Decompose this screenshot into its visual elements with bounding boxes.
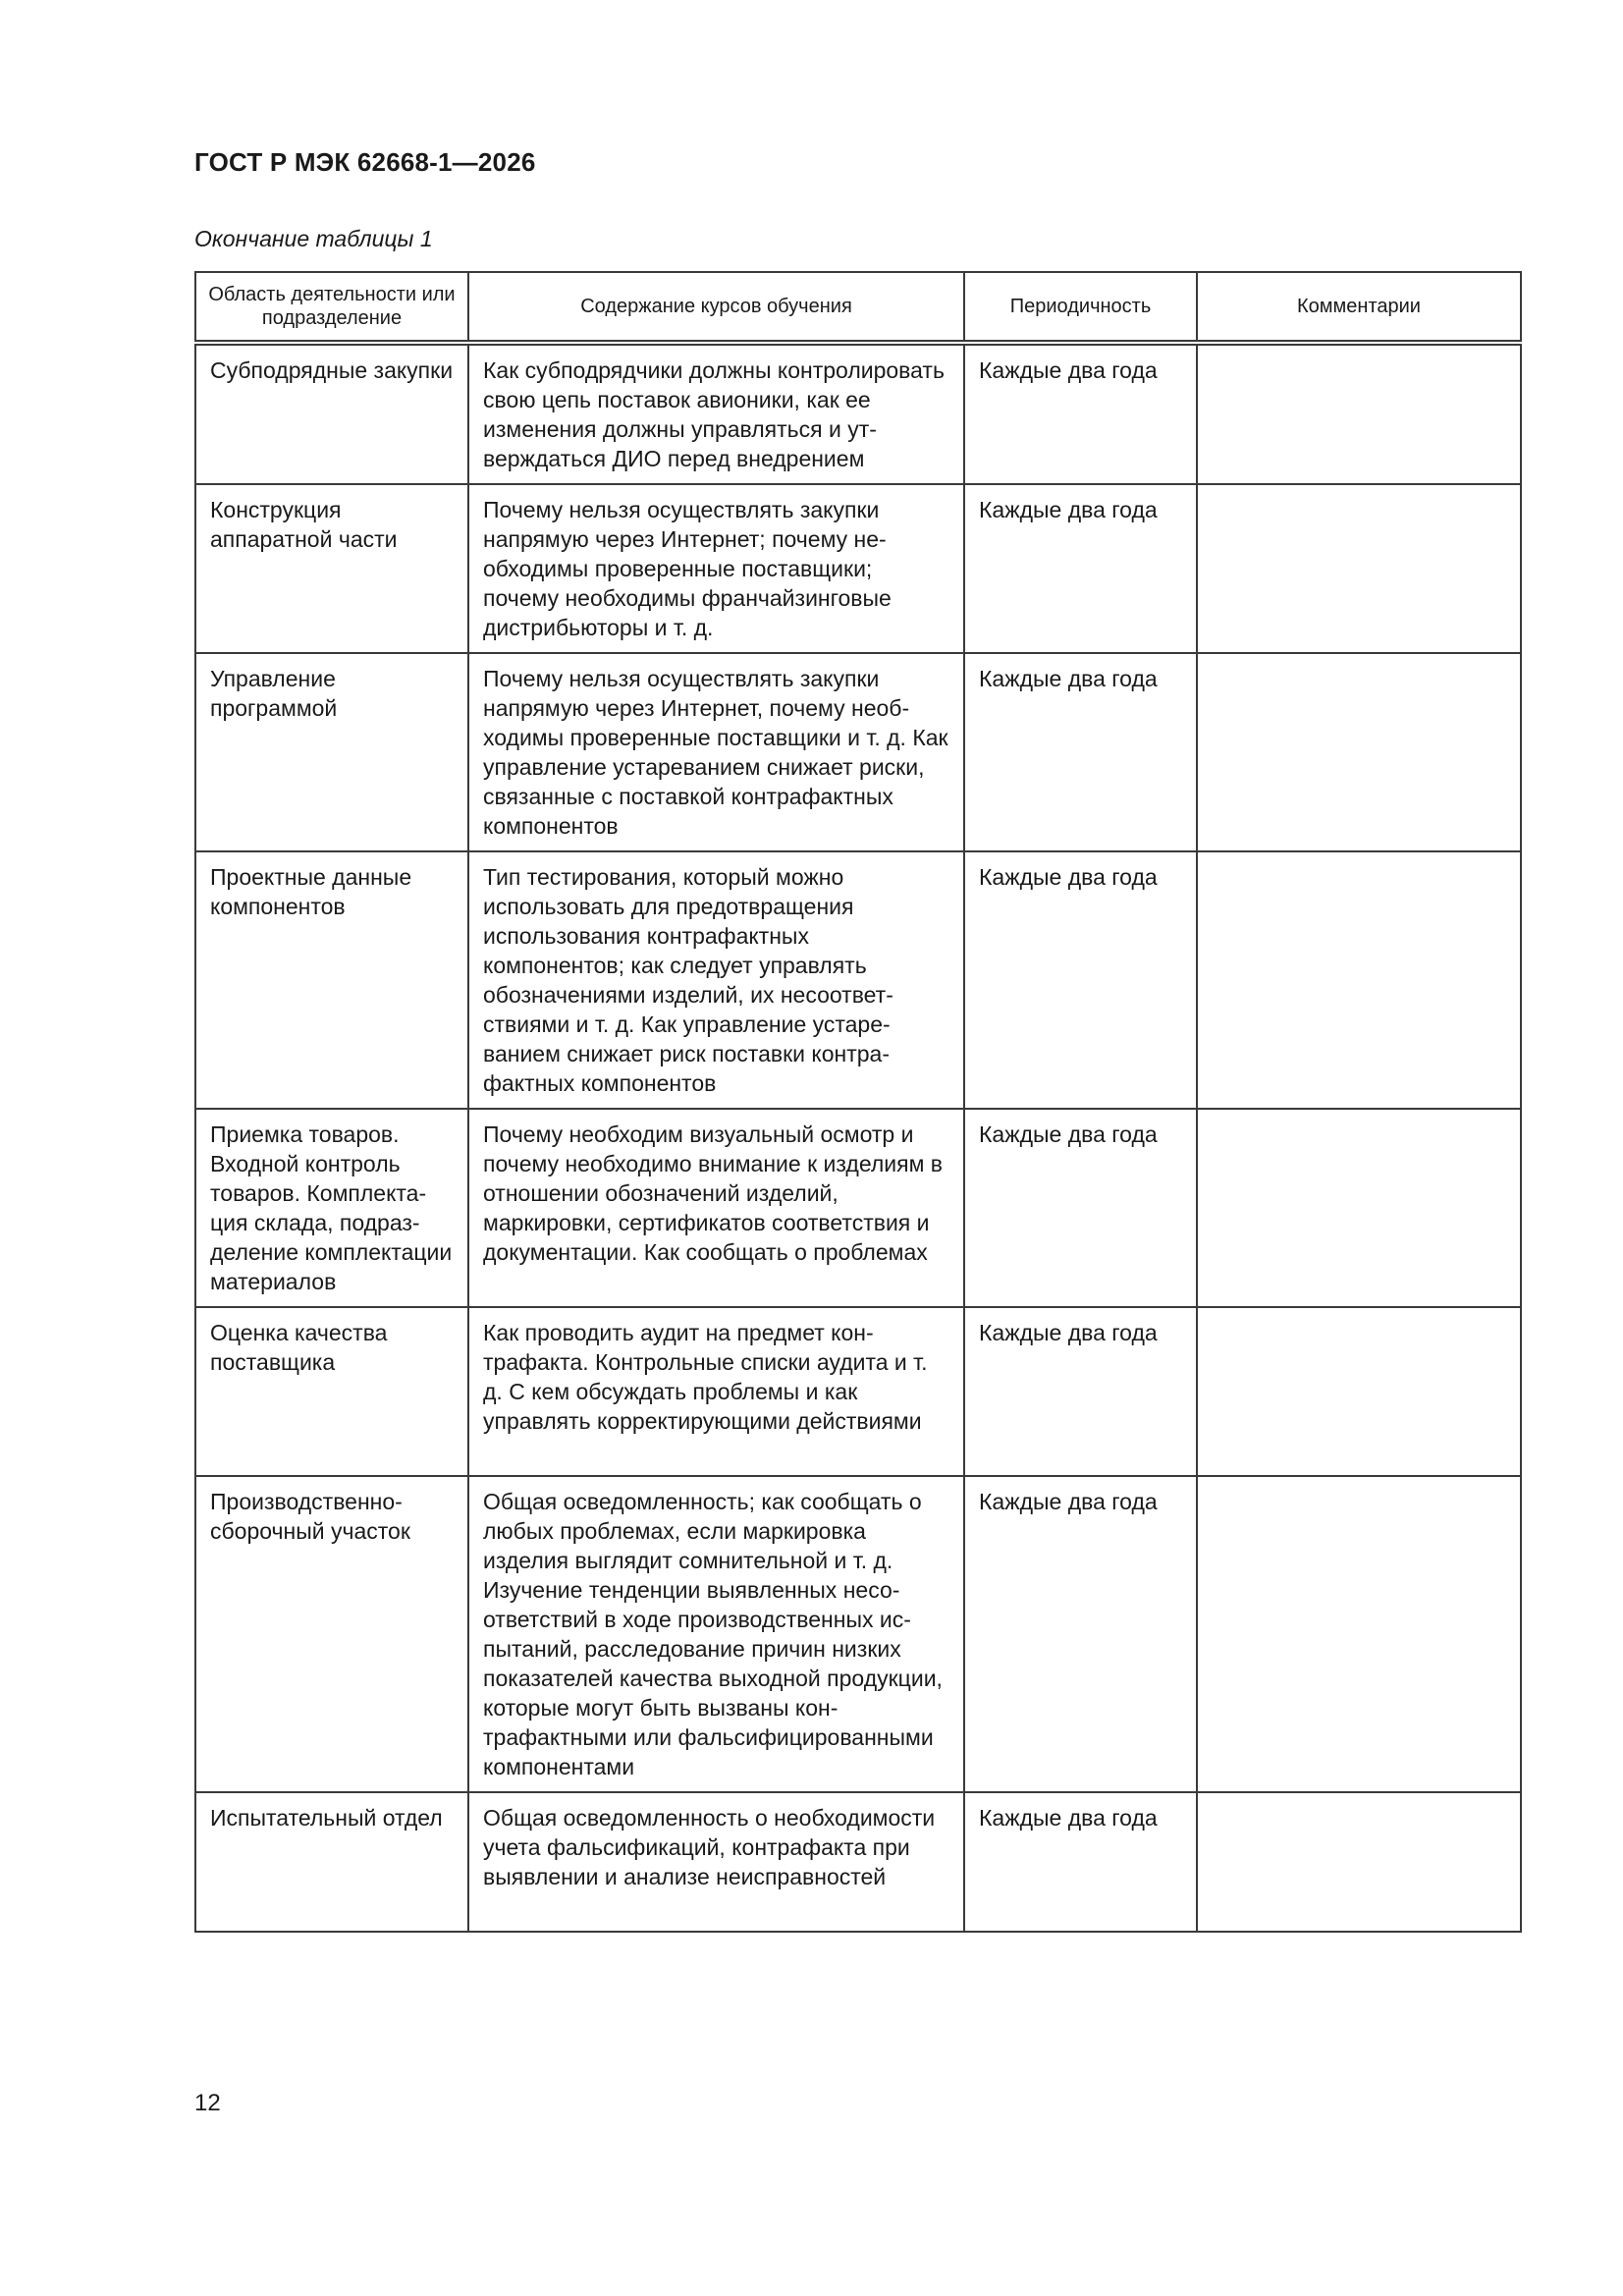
document-header: ГОСТ Р МЭК 62668-1—2026: [194, 147, 536, 177]
cell-content: Как проводить аудит на предмет контрафакта. Контрольные списки аудита и т. д. С кем обсуждать проблемы и как управлять корректирующими действиями: [468, 1307, 964, 1476]
cell-content: Тип тестирования, который можно использовать для предотвращения использования контрафактных компонентов; как следует управлять обозначениями изделий, их несоответствиями и т. д. Как управление устареванием снижает риск поставки контрафактных компонентов: [468, 851, 964, 1109]
cell-comment: [1197, 653, 1521, 851]
cell-period: Каждые два года: [964, 653, 1197, 851]
table-row: [195, 343, 1521, 484]
cell-comment: [1197, 851, 1521, 1109]
cell-comment: [1197, 1792, 1521, 1932]
cell-period: Каждые два года: [964, 1109, 1197, 1307]
table-row: [195, 1307, 1521, 1476]
table-row: [195, 1109, 1521, 1307]
cell-comment: [1197, 1307, 1521, 1476]
table-row: [195, 1792, 1521, 1932]
page-number: 12: [194, 2090, 221, 2116]
cell-period: Каждые два года: [964, 1476, 1197, 1792]
cell-content: Почему нельзя осуществлять закупки напрямую через Интернет; почему необходимы проверенные поставщики; почему необходимы франчайзинговые дистрибьюторы и т. д.: [468, 484, 964, 653]
cell-comment: [1197, 1476, 1521, 1792]
training-table: [194, 271, 1522, 1933]
column-header-content: Содержание курсов обучения: [468, 272, 964, 343]
cell-content: Почему нельзя осуществлять закупки напрямую через Интернет, почему необходимы проверенные поставщики и т. д. Как управление устареванием снижает риски, связанные с поставкой контрафактных компонентов: [468, 653, 964, 851]
cell-period: Каждые два года: [964, 484, 1197, 653]
cell-period: Каждые два года: [964, 851, 1197, 1109]
column-header-comment: Комментарии: [1197, 272, 1521, 343]
cell-area: Испытательный отдел: [195, 1792, 468, 1932]
cell-content: Общая осведомленность о необходимости учета фальсификаций, контрафакта при выявлении и анализе неисправностей: [468, 1792, 964, 1932]
table-row: [195, 653, 1521, 851]
table-row: [195, 1476, 1521, 1792]
cell-period: Каждые два года: [964, 343, 1197, 484]
cell-area: Приемка товаров. Входной контроль товаров. Комплектация склада, подразделение комплектации материалов: [195, 1109, 468, 1307]
cell-content: Как субподрядчики должны контролировать свою цепь поставок авионики, как ее изменения должны управляться и утверждаться ДИО перед внедрением: [468, 343, 964, 484]
cell-comment: [1197, 484, 1521, 653]
cell-comment: [1197, 1109, 1521, 1307]
cell-area: Производственно-сборочный участок: [195, 1476, 468, 1792]
table-header-row: [195, 272, 1521, 343]
cell-area: Оценка качества поставщика: [195, 1307, 468, 1476]
cell-area: Субподрядные закупки: [195, 343, 468, 484]
cell-area: Конструкция аппаратной части: [195, 484, 468, 653]
cell-content: Общая осведомленность; как сообщать о любых проблемах, если маркировка изделия выглядит сомнительной и т. д. Изучение тенденции выявленных несоответствий в ходе производственных испытаний, расследование причин низких показателей качества выходной продукции, которые могут быть вызваны контрафактными или фальсифицированными компонентами: [468, 1476, 964, 1792]
cell-period: Каждые два года: [964, 1792, 1197, 1932]
cell-comment: [1197, 343, 1521, 484]
column-header-period: Периодичность: [964, 272, 1197, 343]
column-header-area: Область деятельности или подразделение: [195, 272, 468, 343]
cell-area: Проектные данные компонентов: [195, 851, 468, 1109]
table-row: [195, 484, 1521, 653]
cell-content: Почему необходим визуальный осмотр и почему необходимо внимание к изделиям в отношении обозначений изделий, маркировки, сертификатов соответствия и документации. Как сообщать о проблемах: [468, 1109, 964, 1307]
cell-period: Каждые два года: [964, 1307, 1197, 1476]
table-caption: Окончание таблицы 1: [194, 226, 433, 251]
cell-area: Управление программой: [195, 653, 468, 851]
table-row: [195, 851, 1521, 1109]
